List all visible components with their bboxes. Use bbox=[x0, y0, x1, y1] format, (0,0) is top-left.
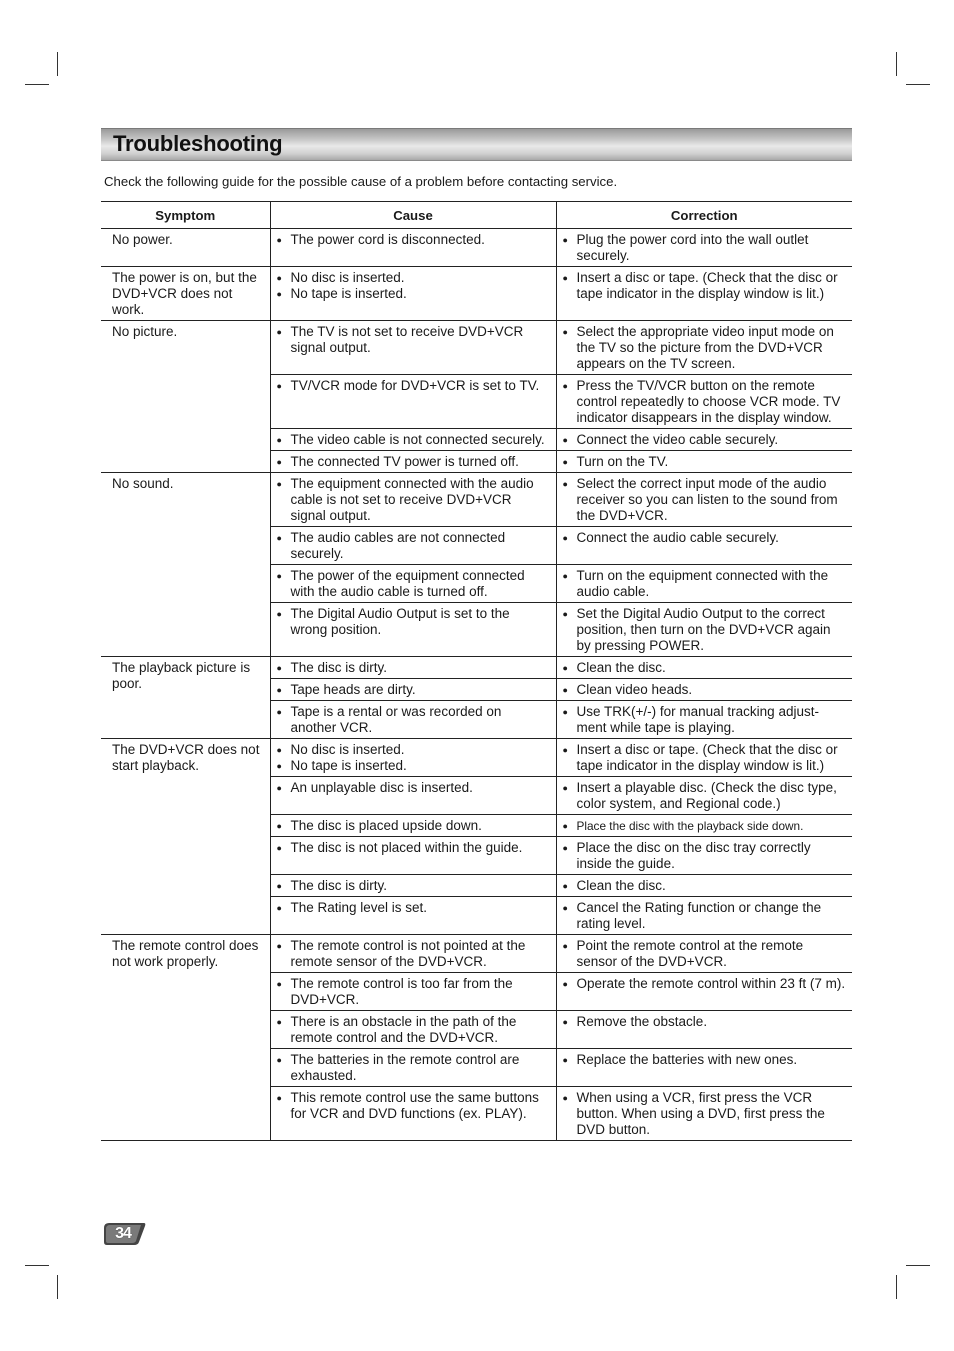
bullet-icon: ● bbox=[276, 457, 282, 467]
correction-cell bbox=[556, 1049, 852, 1087]
cause-text: The equipment connected with the audio cable is not set to receive DVD+VCR signal output. bbox=[290, 476, 534, 523]
cause-item bbox=[277, 1014, 550, 1046]
bullet-icon: ● bbox=[562, 685, 568, 695]
correction-item bbox=[563, 1014, 847, 1030]
crop-mark bbox=[906, 84, 930, 85]
table-row bbox=[101, 229, 852, 267]
correction-item bbox=[563, 742, 847, 774]
correction-item bbox=[563, 568, 847, 600]
bullet-icon: ● bbox=[562, 435, 568, 445]
cause-cell bbox=[270, 429, 556, 451]
bullet-icon: ● bbox=[562, 479, 568, 489]
cause-item bbox=[277, 232, 550, 248]
cause-text: The disc is placed upside down. bbox=[290, 818, 482, 833]
cause-cell bbox=[270, 875, 556, 897]
bullet-icon: ● bbox=[276, 663, 282, 673]
correction-text: Cancel the Rating function or change the rating level. bbox=[576, 900, 822, 931]
cause-item bbox=[277, 606, 550, 638]
bullet-icon: ● bbox=[562, 745, 568, 755]
correction-text: When using a VCR, first press the VCR button. When using a DVD, first press the DVD button. bbox=[576, 1090, 825, 1137]
correction-text: Select the appropriate video input mode on the TV so the picture from the DVD+VCR appears on the TV screen. bbox=[576, 324, 834, 371]
bullet-icon: ● bbox=[562, 941, 568, 951]
bullet-icon: ● bbox=[276, 533, 282, 543]
crop-mark bbox=[896, 1275, 897, 1299]
bullet-icon: ● bbox=[276, 881, 282, 891]
correction-item bbox=[563, 704, 847, 736]
table-row bbox=[101, 935, 852, 973]
cause-cell bbox=[270, 679, 556, 701]
cause-text: The remote control is too far from the DVD+VCR. bbox=[290, 976, 513, 1007]
bullet-icon: ● bbox=[562, 533, 568, 543]
correction-text: Connect the audio cable securely. bbox=[576, 530, 779, 545]
table-row bbox=[101, 473, 852, 527]
bullet-icon: ● bbox=[562, 1055, 568, 1065]
correction-text: Place the disc with the playback side down. bbox=[576, 819, 804, 833]
correction-cell bbox=[556, 679, 852, 701]
correction-text: Clean the disc. bbox=[576, 878, 666, 893]
symptom-cell: The DVD+VCR does not start playback. bbox=[101, 739, 270, 935]
cause-item bbox=[277, 976, 550, 1008]
bullet-icon: ● bbox=[562, 707, 568, 717]
cause-item bbox=[277, 1052, 550, 1084]
cause-item bbox=[277, 900, 550, 916]
title-bar bbox=[101, 128, 852, 161]
bullet-icon: ● bbox=[276, 381, 282, 391]
correction-cell bbox=[556, 375, 852, 429]
bullet-icon: ● bbox=[276, 609, 282, 619]
correction-cell bbox=[556, 565, 852, 603]
correction-text: Clean the disc. bbox=[576, 660, 666, 675]
cause-item bbox=[277, 286, 550, 302]
correction-cell bbox=[556, 739, 852, 777]
correction-text: Use TRK(+/-) for manual tracking adjust-ment while tape is playing. bbox=[576, 704, 819, 735]
correction-item bbox=[563, 682, 847, 698]
cause-text: No disc is inserted. bbox=[290, 742, 405, 757]
cause-item bbox=[277, 758, 550, 774]
cause-cell bbox=[270, 321, 556, 375]
bullet-icon: ● bbox=[562, 663, 568, 673]
cause-text: This remote control use the same buttons for VCR and DVD functions (ex. PLAY). bbox=[290, 1090, 539, 1121]
correction-cell bbox=[556, 657, 852, 679]
cause-text: The power of the equipment connected with the audio cable is turned off. bbox=[290, 568, 525, 599]
correction-item bbox=[563, 878, 847, 894]
crop-mark bbox=[25, 84, 49, 85]
crop-mark bbox=[57, 1275, 58, 1299]
cause-text: Tape heads are dirty. bbox=[290, 682, 416, 697]
correction-text: Insert a disc or tape. (Check that the disc or tape indicator in the display window is lit.) bbox=[576, 742, 838, 773]
bullet-icon: ● bbox=[562, 1093, 568, 1103]
correction-cell bbox=[556, 429, 852, 451]
cause-item bbox=[277, 324, 550, 356]
cause-cell bbox=[270, 739, 556, 777]
cause-item bbox=[277, 742, 550, 758]
crop-mark bbox=[25, 1265, 49, 1266]
correction-cell bbox=[556, 973, 852, 1011]
cause-item bbox=[277, 682, 550, 698]
cause-item bbox=[277, 780, 550, 796]
symptom-cell: No sound. bbox=[101, 473, 270, 657]
correction-cell bbox=[556, 837, 852, 875]
bullet-icon: ● bbox=[562, 381, 568, 391]
cause-cell bbox=[270, 897, 556, 935]
cause-text: The audio cables are not connected securely. bbox=[290, 530, 506, 561]
cause-text: The TV is not set to receive DVD+VCR signal output. bbox=[290, 324, 524, 355]
cause-cell bbox=[270, 1049, 556, 1087]
correction-item bbox=[563, 476, 847, 524]
symptom-cell: The remote control does not work properly. bbox=[101, 935, 270, 1141]
cause-text: No disc is inserted. bbox=[290, 270, 405, 285]
cause-item bbox=[277, 530, 550, 562]
cause-item bbox=[277, 1090, 550, 1122]
correction-item bbox=[563, 1052, 847, 1068]
cause-item bbox=[277, 704, 550, 736]
cause-cell bbox=[270, 1011, 556, 1049]
bullet-icon: ● bbox=[562, 609, 568, 619]
cause-item bbox=[277, 568, 550, 600]
correction-item bbox=[563, 530, 847, 546]
cause-text: There is an obstacle in the path of the remote control and the DVD+VCR. bbox=[290, 1014, 517, 1045]
bullet-icon: ● bbox=[276, 979, 282, 989]
header-correction: Correction bbox=[556, 202, 852, 229]
cause-cell bbox=[270, 527, 556, 565]
cause-text: TV/VCR mode for DVD+VCR is set to TV. bbox=[290, 378, 540, 393]
symptom-cell: No power. bbox=[101, 229, 270, 267]
bullet-icon: ● bbox=[562, 821, 568, 831]
cause-item bbox=[277, 454, 550, 470]
cause-cell bbox=[270, 375, 556, 429]
correction-cell bbox=[556, 875, 852, 897]
bullet-icon: ● bbox=[276, 273, 282, 283]
bullet-icon: ● bbox=[562, 327, 568, 337]
bullet-icon: ● bbox=[276, 571, 282, 581]
correction-text: Plug the power cord into the wall outlet securely. bbox=[576, 232, 809, 263]
symptom-cell: The playback picture is poor. bbox=[101, 657, 270, 739]
correction-text: Set the Digital Audio Output to the correct position, then turn on the DVD+VCR again by pressing POWER. bbox=[576, 606, 831, 653]
bullet-icon: ● bbox=[562, 457, 568, 467]
correction-item bbox=[563, 432, 847, 448]
cause-cell bbox=[270, 657, 556, 679]
correction-item bbox=[563, 900, 847, 932]
header-cause: Cause bbox=[270, 202, 556, 229]
cause-text: The batteries in the remote control are exhausted. bbox=[290, 1052, 520, 1083]
correction-cell bbox=[556, 229, 852, 267]
correction-cell bbox=[556, 527, 852, 565]
correction-text: Clean video heads. bbox=[576, 682, 693, 697]
cause-cell bbox=[270, 565, 556, 603]
correction-text: Insert a disc or tape. (Check that the disc or tape indicator in the display window is lit.) bbox=[576, 270, 838, 301]
bullet-icon: ● bbox=[276, 843, 282, 853]
cause-item bbox=[277, 378, 550, 394]
bullet-icon: ● bbox=[276, 479, 282, 489]
symptom-cell: The power is on, but the DVD+VCR does not work. bbox=[101, 267, 270, 321]
troubleshooting-table bbox=[101, 201, 852, 1141]
cause-text: The video cable is not connected securely. bbox=[290, 432, 545, 447]
correction-item bbox=[563, 976, 847, 992]
table-row bbox=[101, 267, 852, 321]
bullet-icon: ● bbox=[562, 881, 568, 891]
cause-item bbox=[277, 432, 550, 448]
bullet-icon: ● bbox=[276, 435, 282, 445]
correction-item bbox=[563, 938, 847, 970]
bullet-icon: ● bbox=[562, 903, 568, 913]
bullet-icon: ● bbox=[276, 1093, 282, 1103]
correction-cell bbox=[556, 815, 852, 837]
cause-item bbox=[277, 660, 550, 676]
cause-text: The connected TV power is turned off. bbox=[290, 454, 519, 469]
correction-item bbox=[563, 324, 847, 372]
bullet-icon: ● bbox=[562, 783, 568, 793]
cause-cell bbox=[270, 473, 556, 527]
cause-text: The disc is dirty. bbox=[290, 878, 388, 893]
bullet-icon: ● bbox=[562, 235, 568, 245]
correction-cell bbox=[556, 1087, 852, 1141]
correction-cell bbox=[556, 1011, 852, 1049]
correction-item bbox=[563, 660, 847, 676]
correction-text: Point the remote control at the remote sensor of the DVD+VCR. bbox=[576, 938, 804, 969]
bullet-icon: ● bbox=[276, 821, 282, 831]
correction-text: Operate the remote control within 23 ft (7 m). bbox=[576, 976, 846, 991]
correction-item bbox=[563, 232, 847, 264]
crop-mark bbox=[57, 52, 58, 76]
correction-cell bbox=[556, 473, 852, 527]
cause-cell bbox=[270, 777, 556, 815]
cause-text: The disc is dirty. bbox=[290, 660, 388, 675]
bullet-icon: ● bbox=[562, 1017, 568, 1027]
cause-item bbox=[277, 938, 550, 970]
bullet-icon: ● bbox=[276, 761, 282, 771]
table-row bbox=[101, 739, 852, 777]
cause-item bbox=[277, 476, 550, 524]
table-header-row bbox=[101, 202, 852, 229]
bullet-icon: ● bbox=[276, 903, 282, 913]
cause-item bbox=[277, 270, 550, 286]
correction-text: Replace the batteries with new ones. bbox=[576, 1052, 798, 1067]
correction-cell bbox=[556, 777, 852, 815]
cause-cell bbox=[270, 1087, 556, 1141]
correction-item bbox=[563, 454, 847, 470]
page-title: Troubleshooting bbox=[113, 131, 283, 156]
cause-cell bbox=[270, 603, 556, 657]
correction-cell bbox=[556, 267, 852, 321]
bullet-icon: ● bbox=[276, 327, 282, 337]
cause-item bbox=[277, 878, 550, 894]
cause-text: Tape is a rental or was recorded on another VCR. bbox=[290, 704, 502, 735]
correction-cell bbox=[556, 451, 852, 473]
bullet-icon: ● bbox=[276, 1055, 282, 1065]
bullet-icon: ● bbox=[276, 685, 282, 695]
cause-cell bbox=[270, 267, 556, 321]
cause-cell bbox=[270, 815, 556, 837]
cause-cell bbox=[270, 229, 556, 267]
bullet-icon: ● bbox=[276, 235, 282, 245]
bullet-icon: ● bbox=[276, 289, 282, 299]
correction-text: Press the TV/VCR button on the remote control repeatedly to choose VCR mode. TV indicator disappears in the display window. bbox=[576, 378, 841, 425]
correction-cell bbox=[556, 935, 852, 973]
bullet-icon: ● bbox=[562, 843, 568, 853]
bullet-icon: ● bbox=[276, 783, 282, 793]
symptom-cell: No picture. bbox=[101, 321, 270, 473]
cause-item bbox=[277, 818, 550, 834]
cause-cell bbox=[270, 837, 556, 875]
correction-text: Turn on the equipment connected with the audio cable. bbox=[576, 568, 829, 599]
correction-text: Connect the video cable securely. bbox=[576, 432, 779, 447]
page-number: 34 bbox=[115, 1225, 131, 1242]
bullet-icon: ● bbox=[562, 571, 568, 581]
cause-text: No tape is inserted. bbox=[290, 758, 407, 773]
crop-mark bbox=[906, 1265, 930, 1266]
correction-item bbox=[563, 378, 847, 426]
correction-cell bbox=[556, 321, 852, 375]
cause-text: The power cord is disconnected. bbox=[290, 232, 485, 247]
cause-cell bbox=[270, 935, 556, 973]
cause-text: The remote control is not pointed at the remote sensor of the DVD+VCR. bbox=[290, 938, 526, 969]
correction-cell bbox=[556, 897, 852, 935]
cause-text: No tape is inserted. bbox=[290, 286, 407, 301]
cause-text: The Rating level is set. bbox=[290, 900, 428, 915]
table-row bbox=[101, 657, 852, 679]
correction-text: Select the correct input mode of the audio receiver so you can listen to the sound from the DVD+VCR. bbox=[576, 476, 838, 523]
correction-text: Remove the obstacle. bbox=[576, 1014, 708, 1029]
bullet-icon: ● bbox=[276, 1017, 282, 1027]
correction-item bbox=[563, 780, 847, 812]
bullet-icon: ● bbox=[562, 979, 568, 989]
crop-mark bbox=[896, 52, 897, 76]
correction-text: Insert a playable disc. (Check the disc type, color system, and Regional code.) bbox=[576, 780, 837, 811]
correction-cell bbox=[556, 701, 852, 739]
bullet-icon: ● bbox=[276, 707, 282, 717]
table-row bbox=[101, 321, 852, 375]
intro-text: Check the following guide for the possible cause of a problem before contacting service. bbox=[104, 174, 618, 189]
correction-cell bbox=[556, 603, 852, 657]
bullet-icon: ● bbox=[276, 745, 282, 755]
cause-cell bbox=[270, 451, 556, 473]
bullet-icon: ● bbox=[562, 273, 568, 283]
cause-cell bbox=[270, 973, 556, 1011]
correction-item bbox=[563, 270, 847, 302]
correction-text: Turn on the TV. bbox=[576, 454, 669, 469]
bullet-icon: ● bbox=[276, 941, 282, 951]
correction-item bbox=[563, 818, 847, 834]
cause-text: The disc is not placed within the guide. bbox=[290, 840, 523, 855]
correction-text: Place the disc on the disc tray correctly inside the guide. bbox=[576, 840, 811, 871]
cause-item bbox=[277, 840, 550, 856]
cause-text: An unplayable disc is inserted. bbox=[290, 780, 473, 795]
header-symptom: Symptom bbox=[101, 202, 270, 229]
correction-item bbox=[563, 1090, 847, 1138]
cause-text: The Digital Audio Output is set to the wrong position. bbox=[290, 606, 510, 637]
page-number-badge bbox=[103, 1222, 146, 1246]
correction-item bbox=[563, 840, 847, 872]
cause-cell bbox=[270, 701, 556, 739]
correction-item bbox=[563, 606, 847, 654]
